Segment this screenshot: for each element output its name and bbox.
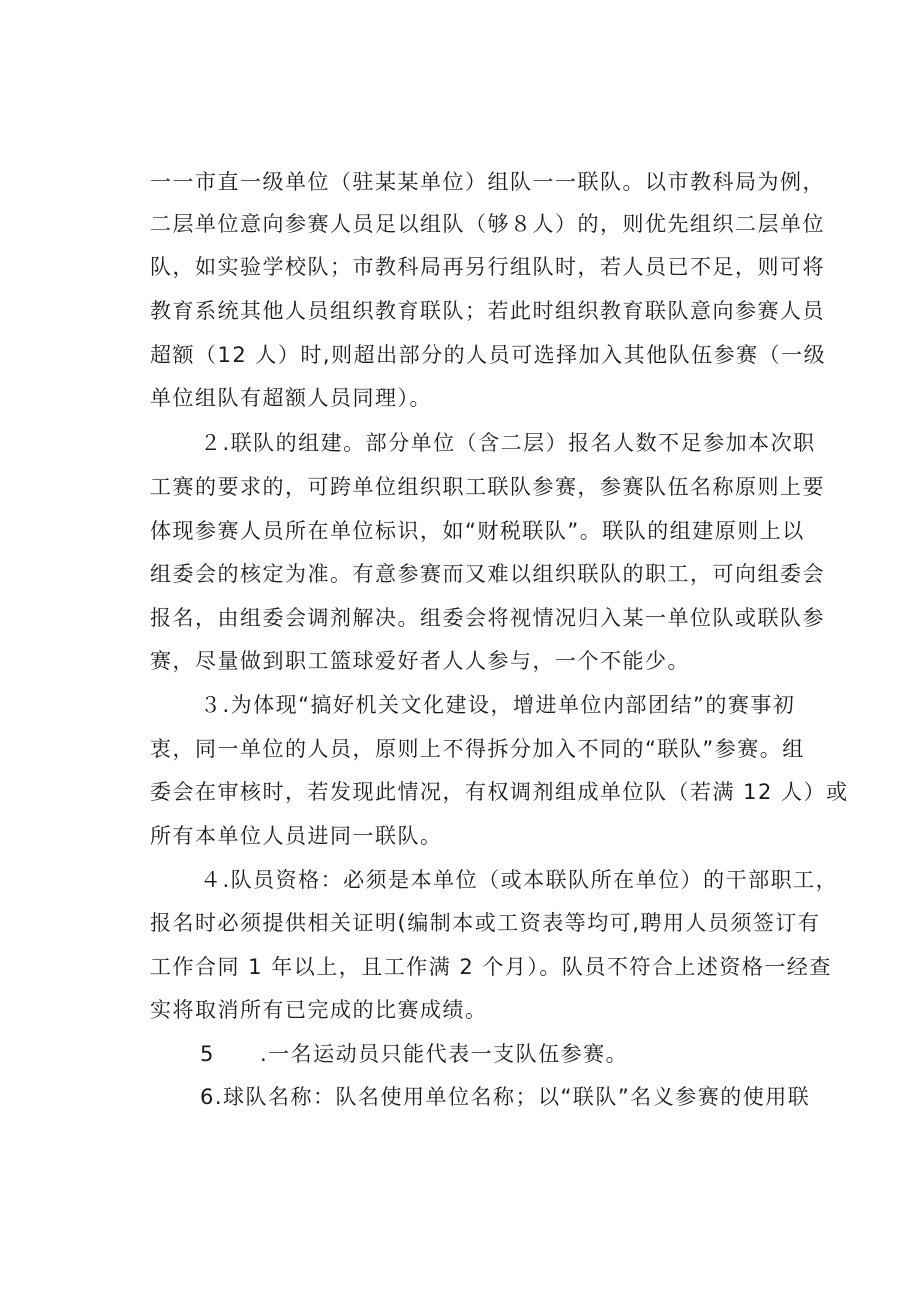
text-line: 赛，尽量做到职工篮球爱好者人人参与，一个不能少。 — [150, 649, 690, 673]
text-line: 教育系统其他人员组织教育联队；若此时组织教育联队意向参赛人员 — [150, 299, 825, 323]
text-line: 队，如实验学校队；市教科局再另行组队时，若人员已不足，则可将 — [150, 255, 825, 279]
text-line: 二层单位意向参赛人员足以组队（够８人）的，则优先组织二层单位 — [150, 212, 825, 236]
text-line: 超额（12 人）时,则超出部分的人员可选择加入其他队伍参赛（一级 — [150, 343, 827, 367]
text-line: 衷，同一单位的人员，原则上不得拆分加入不同的“联队”参赛。组 — [150, 737, 805, 761]
text-line: ４.队员资格：必须是本单位（或本联队所在单位）的干部职工， — [200, 868, 839, 892]
text-line: 工赛的要求的，可跨单位组织职工联队参赛，参赛队伍名称原则上要 — [150, 475, 825, 499]
text-line: 工作合同 1 年以上，且工作满 2 个月）。队员不符合上述资格一经查 — [150, 955, 832, 979]
text-line: 体现参赛人员所在单位标识，如“财税联队”。联队的组建原则上以 — [150, 519, 805, 543]
text-line: 单位组队有超额人员同理）。 — [150, 386, 432, 410]
item-number: 5 — [200, 1042, 215, 1066]
text-line: 实将取消所有已完成的比赛成绩。 — [150, 998, 488, 1022]
text-line: 组委会的核定为准。有意参赛而又难以组织联队的职工，可向组委会 — [150, 562, 825, 586]
text-line: 所有本单位人员进同一联队。 — [150, 824, 443, 848]
item-text: .一名运动员只能代表一支队伍参赛。 — [260, 1042, 629, 1066]
text-line — [200, 1039, 628, 1069]
text-line: 6.球队名称：队名使用单位名称；以“联队”名义参赛的使用联 — [200, 1085, 811, 1109]
text-line: ３.为体现“搞好机关文化建设，增进单位内部团结”的赛事初 — [200, 693, 796, 717]
text-line: 一一市直一级单位（驻某某单位）组队一一联队。以市教科局为例， — [150, 170, 825, 194]
text-line: 委会在审核时，若发现此情况，有权调剂组成单位队（若满 12 人）或 — [150, 780, 849, 804]
text-line: ２.联队的组建。部分单位（含二层）报名人数不足参加本次职 — [200, 431, 816, 455]
text-line: 报名时必须提供相关证明(编制本或工资表等均可,聘用人员须签订有 — [150, 911, 821, 935]
text-line: 报名，由组委会调剂解决。组委会将视情况归入某一单位队或联队参 — [150, 606, 825, 630]
